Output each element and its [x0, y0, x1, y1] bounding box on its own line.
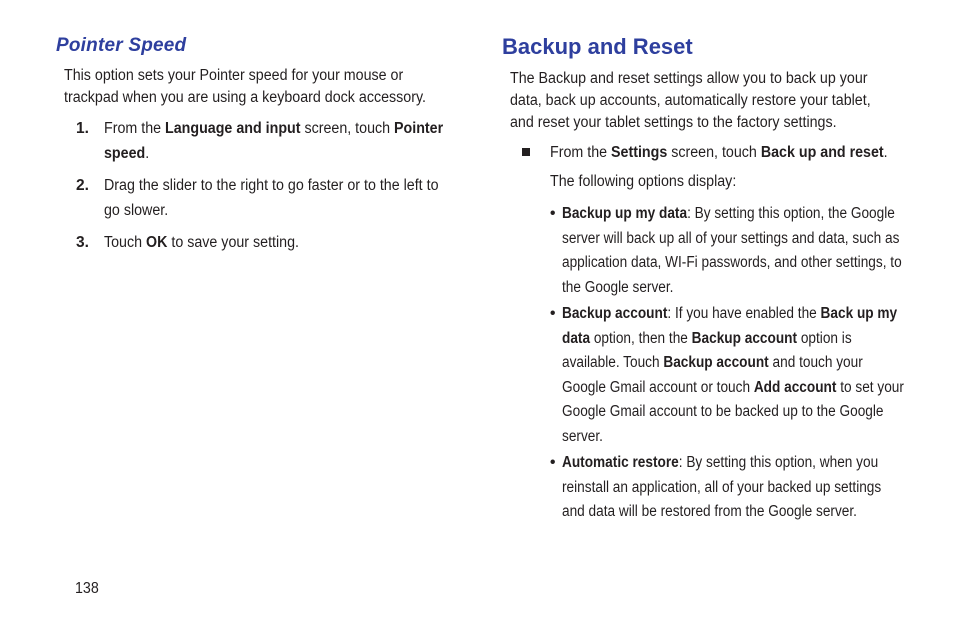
step-2 [76, 174, 456, 223]
text: : By setting this option, when you reinstall an application, all of your backed up settings and data will be restored from the Google server. [562, 454, 882, 520]
section-heading-backup-and-reset: Backup and Reset [502, 34, 693, 59]
bold-term: Backup account [663, 354, 769, 371]
text: and touch your Google Gmail account or touch [562, 354, 863, 396]
settings-instruction [522, 142, 940, 164]
option-text [562, 202, 906, 300]
option-backup-data [550, 202, 905, 300]
text: : If you have enabled the [667, 305, 821, 322]
pointer-speed-steps [76, 117, 456, 256]
text: screen, touch [300, 120, 395, 137]
text: screen, touch [667, 144, 761, 161]
square-bullet-icon [522, 148, 530, 156]
text: option, then the [590, 329, 692, 347]
following-options-label: The following options display: [550, 173, 737, 190]
step-text [104, 231, 454, 256]
step-text: Drag the slider to the right to go faster or to the left to go slower. [104, 177, 439, 219]
bold-term: Back up and reset [760, 144, 884, 161]
text: option is available. Touch [562, 329, 852, 371]
instruction-text [550, 142, 945, 164]
section-heading-pointer-speed: Pointer Speed [56, 35, 187, 56]
text: From the [550, 144, 612, 161]
text: to save your setting. [167, 234, 299, 251]
bullet-dot: • [550, 305, 556, 322]
option-text [562, 451, 906, 525]
step-number: 3. [76, 234, 89, 251]
step-number: 1. [76, 120, 89, 137]
backup-reset-intro: The Backup and reset settings allow you to back up your data, back up accounts, automatically restore your tablet, and reset your tablet settings to the factory settings. [510, 70, 871, 131]
bold-term: Language and input [165, 120, 301, 137]
option-backup-account [550, 302, 905, 449]
bold-term: OK [146, 234, 168, 251]
text: From the [104, 120, 166, 137]
step-text [104, 117, 454, 166]
page-number: 138 [75, 580, 99, 597]
text: to set your Google Gmail account to be backed up to the Google server. [562, 378, 904, 445]
text: . [883, 144, 888, 161]
bullet-dot: • [550, 205, 556, 222]
step-1 [76, 117, 456, 166]
bold-term: Backup up my data [562, 205, 688, 222]
text: Touch [104, 234, 147, 251]
option-text [562, 302, 906, 449]
text: . [145, 144, 150, 162]
left-column [56, 34, 466, 251]
bold-term: Backup account [691, 329, 798, 347]
step-number: 2. [76, 177, 89, 194]
bold-term: Settings [611, 144, 668, 161]
bold-term: Pointer speed [104, 120, 444, 162]
step-3 [76, 231, 456, 256]
bold-term: Back up my data [562, 305, 898, 347]
bold-term: Backup account [562, 305, 668, 322]
text: : By setting this option, the Google server will back up all of your settings and data, such as application data, WI-Fi passwords, and other settings, to the Google server. [562, 205, 902, 296]
bold-term: Automatic restore [562, 454, 679, 471]
option-automatic-restore [550, 451, 905, 525]
pointer-speed-intro: This option sets your Pointer speed for your mouse or trackpad when you are using a keyboard dock accessory. [64, 67, 426, 106]
bold-term: Add account [753, 378, 837, 396]
right-column [502, 34, 912, 520]
bullet-dot: • [550, 454, 556, 471]
options-list [550, 202, 905, 527]
